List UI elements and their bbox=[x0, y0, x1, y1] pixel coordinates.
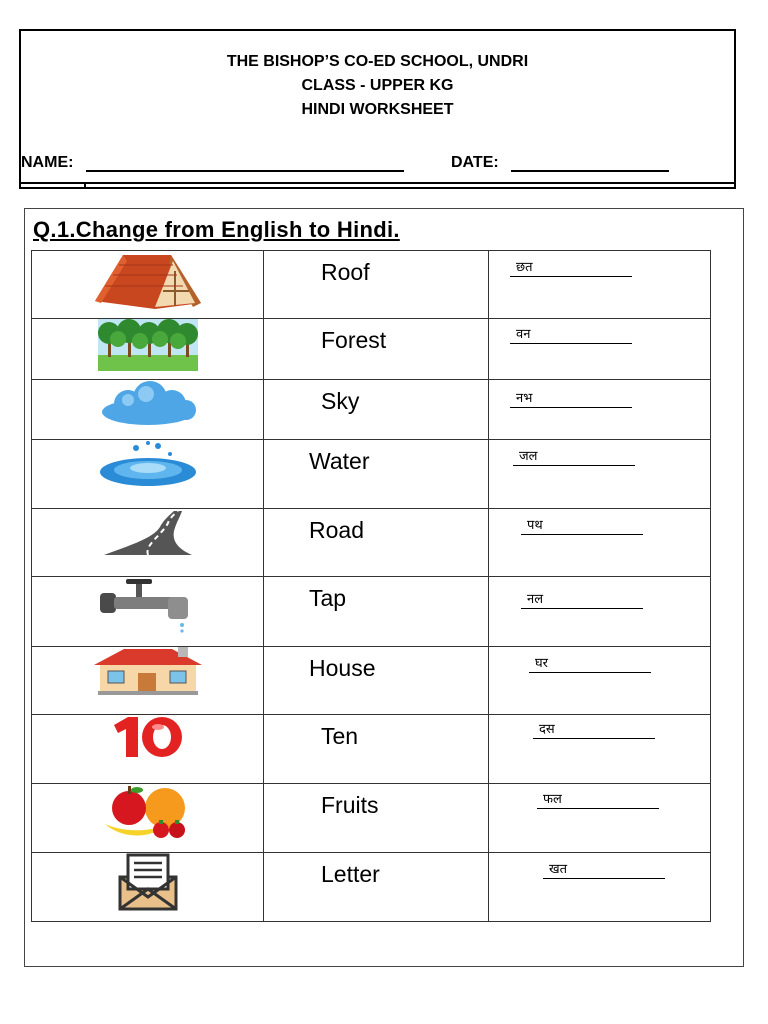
name-blank[interactable] bbox=[86, 154, 404, 172]
header-divider-tick bbox=[84, 182, 86, 188]
english-word: Roof bbox=[321, 259, 370, 285]
number-ten-icon bbox=[110, 715, 186, 759]
hindi-answer-cell[interactable] bbox=[489, 251, 711, 319]
letter-envelope-icon bbox=[118, 853, 178, 911]
table-row bbox=[32, 509, 711, 577]
hindi-answer-cell[interactable] bbox=[489, 380, 711, 440]
hindi-answer-cell[interactable] bbox=[489, 715, 711, 784]
english-word: Sky bbox=[321, 388, 360, 414]
table-row bbox=[32, 440, 711, 509]
forest-icon bbox=[98, 319, 198, 371]
english-word-cell bbox=[264, 853, 489, 922]
english-word-cell bbox=[264, 577, 489, 647]
school-name: THE BISHOP’S CO-ED SCHOOL, UNDRI bbox=[226, 53, 529, 70]
picture-cell bbox=[32, 784, 264, 853]
date-label: DATE: bbox=[451, 154, 499, 171]
english-word-cell bbox=[264, 251, 489, 319]
hindi-answer: छत bbox=[510, 257, 632, 277]
table-row bbox=[32, 319, 711, 380]
hindi-answer: पथ bbox=[521, 515, 643, 535]
hindi-answer-cell[interactable] bbox=[489, 509, 711, 577]
table-row bbox=[32, 715, 711, 784]
picture-cell bbox=[32, 251, 264, 319]
date-field[interactable] bbox=[451, 154, 669, 172]
english-word-cell bbox=[264, 784, 489, 853]
class-line: CLASS - UPPER KG bbox=[301, 77, 454, 94]
english-word: Forest bbox=[321, 327, 387, 353]
picture-cell bbox=[32, 319, 264, 380]
hindi-answer-cell[interactable] bbox=[489, 319, 711, 380]
picture-cell bbox=[32, 853, 264, 922]
table-row bbox=[32, 380, 711, 440]
picture-cell bbox=[32, 647, 264, 715]
tap-icon bbox=[98, 577, 198, 633]
date-blank[interactable] bbox=[511, 154, 669, 172]
road-icon bbox=[102, 509, 194, 557]
hindi-answer: नभ bbox=[510, 388, 632, 408]
hindi-answer: फल bbox=[537, 789, 659, 809]
table-row bbox=[32, 784, 711, 853]
picture-cell bbox=[32, 509, 264, 577]
english-word: Fruits bbox=[321, 792, 379, 818]
english-word-cell bbox=[264, 647, 489, 715]
english-word-cell bbox=[264, 440, 489, 509]
roof-icon bbox=[93, 251, 203, 311]
english-word-cell bbox=[264, 319, 489, 380]
name-label: NAME: bbox=[21, 154, 74, 171]
hindi-answer-cell[interactable] bbox=[489, 853, 711, 922]
picture-cell bbox=[32, 577, 264, 647]
english-word: Water bbox=[309, 448, 370, 474]
hindi-answer: घर bbox=[529, 653, 651, 673]
subject-line: HINDI WORKSHEET bbox=[301, 101, 454, 118]
hindi-answer-cell[interactable] bbox=[489, 647, 711, 715]
cloud-icon bbox=[98, 380, 198, 428]
english-word: Letter bbox=[321, 861, 380, 887]
hindi-answer-cell[interactable] bbox=[489, 440, 711, 509]
hindi-answer: दस bbox=[533, 719, 655, 739]
hindi-answer: वन bbox=[510, 324, 632, 344]
name-field[interactable] bbox=[21, 154, 404, 172]
hindi-answer: जल bbox=[513, 446, 635, 466]
english-word-cell bbox=[264, 715, 489, 784]
question-title: Q.1.Change from English to Hindi. bbox=[33, 217, 400, 242]
hindi-answer: नल bbox=[521, 589, 643, 609]
table-row bbox=[32, 853, 711, 922]
table-row bbox=[32, 577, 711, 647]
english-word-cell bbox=[264, 509, 489, 577]
hindi-answer-cell[interactable] bbox=[489, 784, 711, 853]
picture-cell bbox=[32, 715, 264, 784]
hindi-answer: खत bbox=[543, 859, 665, 879]
vocabulary-table bbox=[31, 250, 711, 922]
worksheet-header bbox=[19, 29, 736, 189]
hindi-answer-cell[interactable] bbox=[489, 577, 711, 647]
house-icon bbox=[94, 647, 202, 695]
picture-cell bbox=[32, 440, 264, 509]
header-divider bbox=[21, 182, 734, 190]
picture-cell bbox=[32, 380, 264, 440]
english-word: Tap bbox=[309, 585, 347, 611]
fruits-icon bbox=[103, 784, 193, 842]
water-splash-icon bbox=[98, 440, 198, 490]
english-word-cell bbox=[264, 380, 489, 440]
table-row bbox=[32, 647, 711, 715]
english-word: House bbox=[309, 655, 376, 681]
english-word: Ten bbox=[321, 723, 359, 749]
english-word: Road bbox=[309, 517, 364, 543]
table-row bbox=[32, 251, 711, 319]
